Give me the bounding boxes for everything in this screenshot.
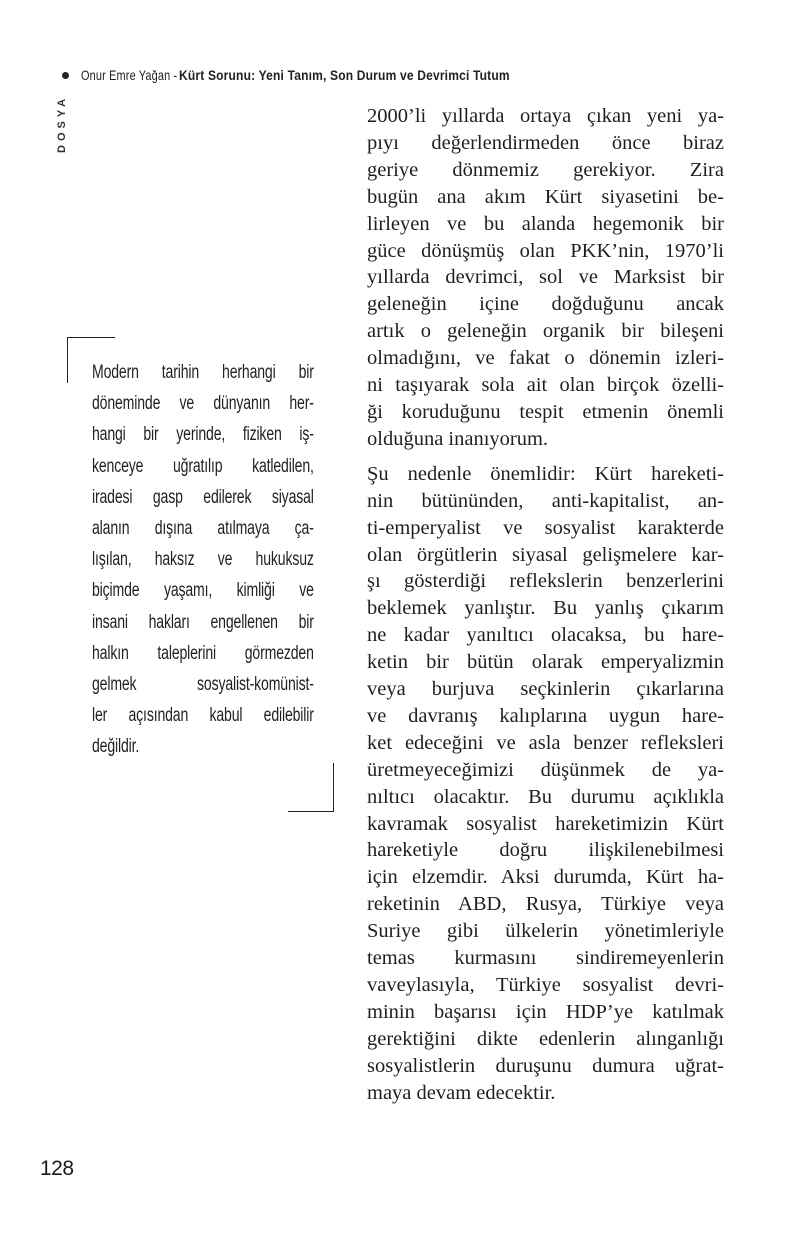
- running-head: [60, 64, 563, 86]
- body-line: minin başarısı için HDP’ye katılmak: [367, 1000, 724, 1023]
- quote-bracket-bottom-right: [288, 811, 334, 812]
- pull-quote-line: [92, 669, 314, 700]
- body-line: hareketiyle doğru ilişkilenebilmesi: [367, 839, 724, 862]
- body-line: nin bütününden, anti-kapitalist, an-: [367, 489, 724, 512]
- pull-quote-line: [92, 544, 314, 575]
- body-line: kavramak sosyalist hareketimizin Kürt: [367, 812, 724, 835]
- pull-quote-line-text: hangi bir yerinde, fiziken iş-: [92, 424, 314, 446]
- body-line: maya devam edecektir.: [367, 1081, 556, 1104]
- body-line: ne kadar yanıltıcı olacaksa, bu hare-: [367, 624, 724, 647]
- pull-quote-line-text: alanın dışına atılmaya ça-: [92, 518, 314, 540]
- body-paragraph: [367, 461, 724, 1107]
- body-line: için elzemdir. Aksi durumda, Kürt ha-: [367, 866, 724, 889]
- pull-quote-line: [92, 575, 314, 606]
- pull-quote-line-text: insani hakları engellenen bir: [92, 611, 314, 633]
- pull-quote-line: [92, 388, 314, 419]
- pull-quote-line: [92, 451, 314, 482]
- pull-quote-line: [92, 731, 314, 762]
- pull-quote-line: [92, 513, 314, 544]
- section-label: DOSYA: [56, 94, 68, 154]
- pull-quote-line-text: kenceye uğratılıp katledilen,: [92, 455, 314, 477]
- body-line: gerektiğini dikte edenlerin alınganlığı: [367, 1027, 724, 1050]
- pull-quote-line: [92, 700, 314, 731]
- page-number: 128: [40, 1157, 74, 1180]
- pull-quote: [92, 357, 314, 763]
- pull-quote-line: [92, 357, 314, 388]
- body-line: Şu nedenle önemlidir: Kürt hareketi-: [367, 462, 724, 485]
- pull-quote-line-text: Modern tarihin herhangi bir: [92, 362, 314, 383]
- pull-quote-line: [92, 482, 314, 513]
- body-line: ket edeceğini ve asla benzer refleksleri: [367, 731, 724, 754]
- body-line: olan örgütlerin siyasal gelişmelere kar-: [367, 543, 724, 566]
- pull-quote-line-text: iradesi gasp edilerek siyasal: [92, 486, 314, 508]
- body-line: ve davranış kalıplarına uygun hare-: [367, 704, 724, 727]
- quote-bracket-top-left-vertical: [67, 337, 68, 383]
- body-line: yıllarda devrimci, sol ve Marksist bir: [367, 266, 724, 289]
- pull-quote-line-text: gelmek sosyalist-komünist-: [92, 674, 314, 696]
- body-line: nıltıcı olacaktır. Bu durumu açıklıkla: [367, 785, 724, 808]
- bullet-icon: [62, 72, 69, 79]
- body-line: ti-emperyalist ve sosyalist karakterde: [367, 516, 724, 539]
- body-line: güce dönüşmüş olan PKK’nin, 1970’li: [367, 239, 724, 262]
- body-line: veya burjuva seçkinlerin çıkarlarına: [367, 678, 724, 701]
- body-line: bugün ana akım Kürt siyasetini be-: [367, 185, 724, 208]
- pull-quote-line-text: lışılan, haksız ve hukuksuz: [92, 549, 314, 571]
- quote-bracket-top-left: [67, 337, 115, 338]
- body-line: vaveylasıyla, Türkiye sosyalist devri-: [367, 974, 724, 996]
- body-line: üretmeyeceğimizi düşünmek de ya-: [367, 758, 724, 781]
- quote-bracket-bottom-right-vertical: [333, 763, 334, 812]
- body-line: artık o geleneğin organik bir bileşeni: [367, 320, 724, 343]
- body-line: beklemek yanlıştır. Bu yanlış çıkarım: [367, 597, 724, 620]
- pull-quote-line: [92, 607, 314, 638]
- running-head-author: Onur Emre Yağan -: [81, 67, 178, 83]
- body-line: sosyalistlerin duruşunu dumura uğrat-: [367, 1054, 724, 1077]
- body-line: ketin bir bütün olarak emperyalizmin: [367, 651, 724, 674]
- pull-quote-line-text: değildir.: [92, 736, 140, 758]
- body-line: olduğuna inanıyorum.: [367, 427, 549, 450]
- pull-quote-line-text: döneminde ve dünyanın her-: [92, 393, 314, 415]
- body-line: pıyı değerlendirmeden önce biraz: [367, 131, 724, 154]
- body-line: ni taşıyarak sola ait olan birçok özelli-: [367, 374, 724, 397]
- body-paragraph: [367, 103, 724, 453]
- pull-quote-line-text: halkın taleplerini görmezden: [92, 642, 314, 664]
- body-line: ği koruduğunu tespit etmenin önemli: [367, 400, 724, 423]
- body-line: geleneğin içine doğduğunu ancak: [367, 293, 724, 316]
- pull-quote-line-text: ler açısından kabul edilebilir: [92, 705, 314, 727]
- running-head-title: Kürt Sorunu: Yeni Tanım, Son Durum ve Devrimci Tutum: [178, 67, 510, 83]
- body-text: [367, 103, 724, 1115]
- pull-quote-line: [92, 638, 314, 669]
- body-line: geriye dönmemiz gerekiyor. Zira: [367, 158, 724, 181]
- body-line: 2000’li yıllarda ortaya çıkan yeni ya-: [367, 105, 724, 127]
- pull-quote-line-text: biçimde yaşamı, kimliği ve: [92, 580, 314, 602]
- body-line: olmadığını, ve fakat o dönemin izleri-: [367, 347, 724, 370]
- body-line: temas kurmasını sindiremeyenlerin: [367, 947, 724, 970]
- body-line: reketinin ABD, Rusya, Türkiye veya: [367, 893, 724, 916]
- pull-quote-line: [92, 419, 314, 450]
- body-line: lirleyen ve bu alanda hegemonik bir: [367, 212, 724, 235]
- body-line: Suriye gibi ülkelerin yönetimleriyle: [367, 920, 724, 943]
- body-line: şı gösterdiği reflekslerin benzerlerini: [367, 570, 724, 593]
